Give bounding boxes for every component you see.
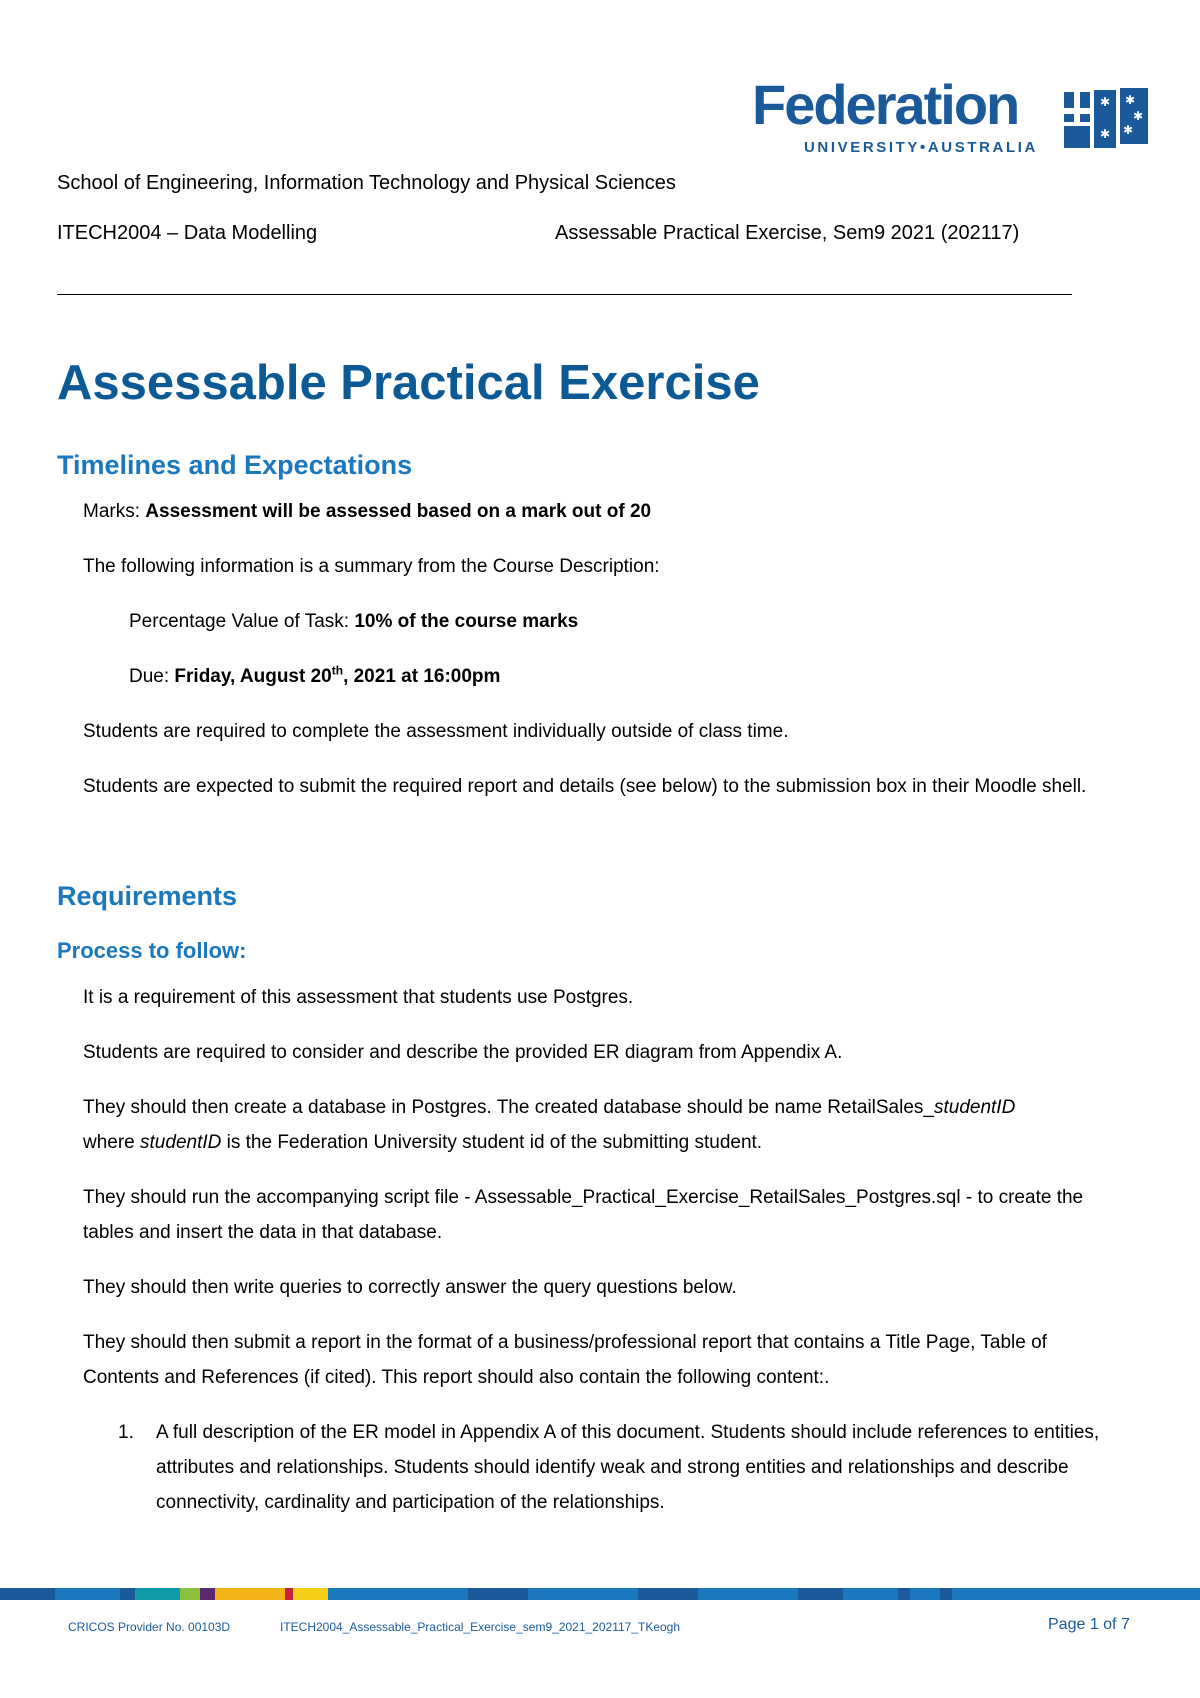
p3-studentid-2: studentID — [140, 1132, 222, 1153]
svg-text:✱: ✱ — [1099, 95, 1111, 109]
course-code: ITECH2004 – Data Modelling — [57, 222, 318, 244]
requirement-paragraph-5: They should then write queries to correctly answer the query questions below. — [83, 1277, 737, 1298]
due-value — [174, 663, 501, 687]
summary-intro: The following information is a summary from the Course Description: — [83, 556, 660, 577]
southern-cross-flag-icon — [1064, 86, 1148, 150]
logo-subtitle: UNIVERSITY•AUSTRALIA — [804, 139, 1038, 156]
requirements-heading: Requirements — [57, 881, 238, 911]
p3-studentid-1: studentID — [933, 1097, 1016, 1118]
requirement-paragraph-6: They should then submit a report in the format of a business/professional report that contains a Title Page, Table of Contents and References (if cited). This report should also contain the following content:. — [83, 1332, 1047, 1388]
list-item-number: 1. — [118, 1422, 134, 1443]
federation-logo — [752, 73, 1152, 160]
submit-paragraph: Students are expected to submit the required report and details (see below) to the submission box in their Moodle shell. — [83, 776, 1087, 797]
due-time: , 2021 at 16:00pm — [343, 666, 501, 687]
svg-text:✱: ✱ — [1132, 109, 1144, 123]
due-label: Due: — [129, 666, 175, 687]
assessment-label: Assessable Practical Exercise, Sem9 2021 (202117) — [555, 222, 1020, 244]
requirement-paragraph-2: Students are required to consider and describe the provided ER diagram from Appendix A. — [83, 1042, 843, 1063]
p3-text-c: is the Federation University student id of the submitting student. — [221, 1132, 763, 1153]
requirement-paragraph-4: They should run the accompanying script file - Assessable_Practical_Exercise_RetailSales_Postgres.sql - to create the tables and insert the data in that database. — [83, 1187, 1084, 1243]
logo-wordmark: Federation — [752, 73, 1019, 136]
list-item: A full description of the ER model in Appendix A of this document. Students should include references to entities, attributes and relationships. Students should identify weak and strong entities and relationships and describe connectivity, cardinality and participation of the relationships. — [156, 1422, 1100, 1513]
percentage-value: 10% of the course marks — [354, 611, 579, 632]
school-name: School of Engineering, Information Technology and Physical Sciences — [57, 172, 676, 194]
due-line — [129, 659, 500, 694]
individual-paragraph: Students are required to complete the assessment individually outside of class time. — [83, 721, 789, 742]
page-title: Assessable Practical Exercise — [57, 356, 760, 410]
svg-text:✱: ✱ — [1124, 93, 1136, 107]
due-date-suffix: th — [331, 663, 344, 678]
marks-label: Marks: — [83, 501, 146, 522]
p3-text-a: They should then create a database in Postgres. The created database should be name RetailSales_ — [83, 1097, 934, 1118]
timelines-heading: Timelines and Expectations — [57, 450, 413, 480]
marks-line — [83, 494, 1128, 529]
p3-text-b: where — [83, 1132, 141, 1153]
percentage-line — [129, 604, 578, 639]
svg-text:✱: ✱ — [1099, 127, 1111, 141]
requirement-paragraph-1: It is a requirement of this assessment that students use Postgres. — [83, 987, 634, 1008]
marks-value: Assessment will be assessed based on a mark out of 20 — [145, 501, 652, 522]
due-date: Friday, August 20 — [174, 666, 332, 687]
svg-text:✱: ✱ — [1122, 123, 1134, 137]
document-filename: ITECH2004_Assessable_Practical_Exercise_sem9_2021_202117_TKeogh — [280, 1620, 681, 1634]
cricos-provider: CRICOS Provider No. 00103D — [68, 1620, 231, 1634]
header-divider — [57, 294, 1072, 295]
percentage-label: Percentage Value of Task: — [129, 611, 355, 632]
footer-color-bar — [0, 1588, 1200, 1600]
requirement-paragraph-3 — [83, 1090, 1128, 1160]
page-number: Page 1 of 7 — [1048, 1616, 1130, 1633]
process-subheading: Process to follow: — [57, 938, 247, 963]
